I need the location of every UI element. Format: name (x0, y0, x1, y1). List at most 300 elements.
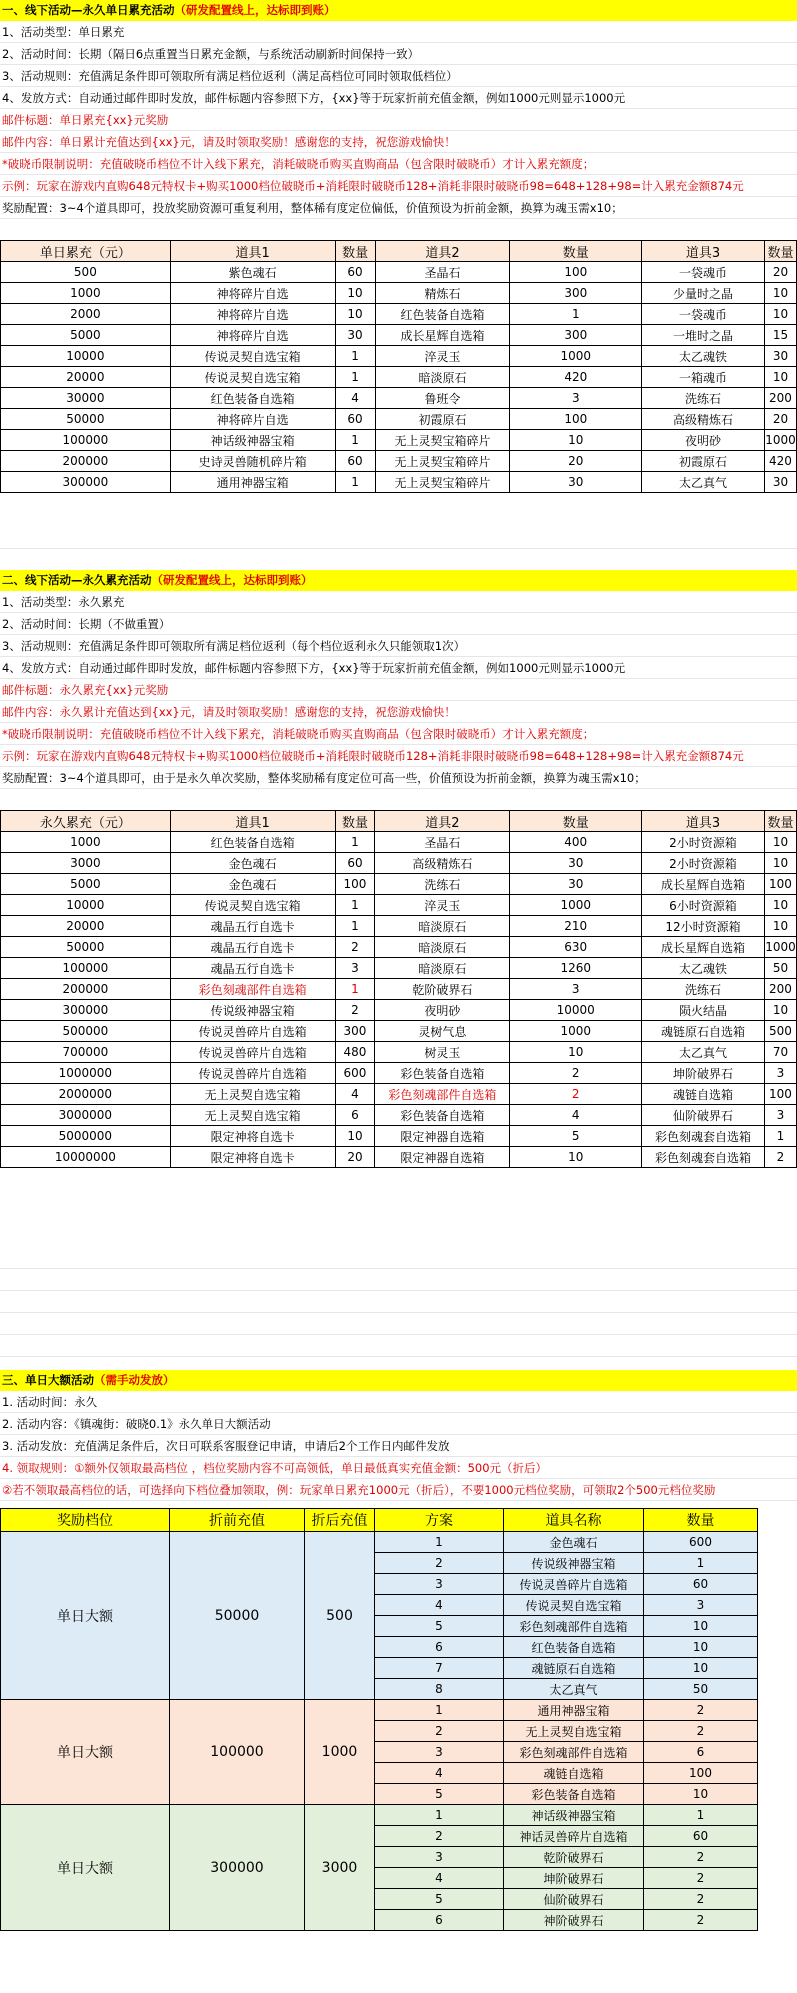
table-cell: 淬灵玉 (375, 346, 510, 367)
tier-cell: 单日大额 (1, 1700, 170, 1805)
empty-row (0, 550, 797, 571)
s1-info-line: 2、活动时间：长期（隔日6点重置当日累充金额，与系统活动刷新时间保持一致） (0, 44, 797, 65)
table-cell: 1000 (510, 895, 642, 916)
table-cell: 夜明砂 (642, 430, 765, 451)
table-cell: 限定神将自选卡 (170, 1126, 335, 1147)
table-cell: 30 (510, 853, 642, 874)
table-cell: 洗练石 (375, 874, 510, 895)
table-cell: 魂晶五行自选卡 (170, 958, 335, 979)
table-cell: 1 (644, 1805, 758, 1826)
s1-heading-note: （研发配置线上，达标即到账） (174, 3, 336, 17)
table-cell: 淬灵玉 (375, 895, 510, 916)
table-cell: 初霞原石 (375, 409, 510, 430)
table-row (1, 472, 797, 493)
table-cell: 50000 (1, 409, 171, 430)
post-charge-cell: 3000 (305, 1805, 375, 1931)
table-cell: 彩色刻魂部件自选箱 (504, 1742, 644, 1763)
table-cell: 1 (335, 472, 375, 493)
table-cell: 1000000 (1, 1063, 171, 1084)
table-cell: 神话灵兽碎片自选箱 (504, 1826, 644, 1847)
table-cell: 神话级神器宝箱 (170, 430, 335, 451)
s2-header-cell: 道具3 (642, 811, 765, 832)
table-cell: 2小时资源箱 (642, 832, 765, 853)
table-cell: 600 (335, 1063, 375, 1084)
table-cell: 传说灵契自选宝箱 (170, 895, 335, 916)
table-cell: 2 (764, 1147, 796, 1168)
table-cell: 100000 (1, 430, 171, 451)
tier-cell: 单日大额 (1, 1532, 170, 1700)
s2-info-line: 2、活动时间：长期（不做重置） (0, 614, 797, 635)
table-cell: 5000 (1, 325, 171, 346)
table-cell: 2000 (1, 304, 171, 325)
table-cell: 10 (644, 1784, 758, 1805)
table-cell: 鲁班令 (375, 388, 510, 409)
table-cell: 高级精炼石 (375, 853, 510, 874)
tier-cell: 单日大额 (1, 1805, 170, 1931)
table-cell: 3 (375, 1742, 504, 1763)
table-cell: 4 (335, 388, 375, 409)
table-cell: 6 (375, 1910, 504, 1931)
s2-info-line: 4、发放方式：自动通过邮件即时发放，邮件标题内容参照下方，{xx}等于玩家折前充值金额，例如1000元则显示1000元 (0, 658, 797, 679)
s3-heading-title: 三、单日大额活动 (2, 1373, 94, 1387)
table-cell: 2 (644, 1721, 758, 1742)
table-cell: 200000 (1, 979, 171, 1000)
table-cell: 紫色魂石 (170, 262, 335, 283)
table-cell: 魂晶五行自选卡 (170, 937, 335, 958)
table-cell: 无上灵契自选宝箱 (170, 1084, 335, 1105)
table-cell: 2 (510, 1084, 642, 1105)
s1-header-cell: 道具1 (170, 241, 335, 262)
s1-mail-title: 邮件标题：单日累充{xx}元奖励 (0, 110, 797, 131)
table-row (1, 1532, 758, 1553)
table-cell: 神将碎片自选 (170, 304, 335, 325)
table-cell: 3 (375, 1847, 504, 1868)
table-cell: 陨火结晶 (642, 1000, 765, 1021)
table-cell: 60 (335, 262, 375, 283)
table-cell: 2 (335, 1000, 375, 1021)
s2-header-cell: 数量 (764, 811, 796, 832)
s2-mail-title: 邮件标题：永久累充{xx}元奖励 (0, 680, 797, 701)
s3-header-cell: 奖励档位 (1, 1509, 170, 1532)
empty-row (0, 1314, 797, 1335)
table-cell: 暗淡原石 (375, 916, 510, 937)
empty-row (0, 1270, 797, 1291)
table-cell: 1260 (510, 958, 642, 979)
table-cell: 630 (510, 937, 642, 958)
table-cell: 1000 (510, 1021, 642, 1042)
table-cell: 500000 (1, 1021, 171, 1042)
table-cell: 10 (764, 832, 796, 853)
s3-info-line: 2. 活动内容：《镇魂街：破晓0.1》永久单日大额活动 (0, 1414, 797, 1435)
table-cell: 30 (335, 325, 375, 346)
s3-info-line: 3. 活动发放：充值满足条件后，次日可联系客服登记申请，申请后2个工作日内邮件发放 (0, 1436, 797, 1457)
table-cell: 太乙魂铁 (642, 958, 765, 979)
s1-config: 奖励配置：3~4个道具即可，投放奖励资源可重复利用，整体稀有度定位偏低，价值预设为折前金额，换算为魂玉需x10； (0, 198, 797, 219)
table-cell: 20000 (1, 367, 171, 388)
table-cell: 600 (644, 1532, 758, 1553)
table-cell: 480 (335, 1042, 375, 1063)
table-row (1, 1105, 797, 1126)
table-cell: 2000000 (1, 1084, 171, 1105)
table-cell: 420 (510, 367, 642, 388)
table-cell: 10 (644, 1637, 758, 1658)
table-cell: 2 (644, 1910, 758, 1931)
table-cell: 10 (510, 1147, 642, 1168)
pre-charge-cell: 300000 (170, 1805, 305, 1931)
s3-table-header (1, 1509, 758, 1532)
table-cell: 2小时资源箱 (642, 853, 765, 874)
table-cell: 5 (375, 1889, 504, 1910)
table-cell: 10 (764, 895, 796, 916)
table-cell: 传说级神器宝箱 (170, 1000, 335, 1021)
table-cell: 仙阶破界石 (642, 1105, 765, 1126)
table-cell: 传说灵契自选宝箱 (170, 346, 335, 367)
table-cell: 1000 (1, 832, 171, 853)
table-cell: 4 (375, 1763, 504, 1784)
table-row (1, 409, 797, 430)
table-row (1, 1021, 797, 1042)
table-cell: 10 (335, 1126, 375, 1147)
table-cell: 2 (335, 937, 375, 958)
table-cell: 10 (510, 1042, 642, 1063)
table-cell: 传说级神器宝箱 (504, 1553, 644, 1574)
s1-header-cell: 数量 (764, 241, 796, 262)
s2-info-line: 1、活动类型：永久累充 (0, 592, 797, 613)
table-cell: 10000000 (1, 1147, 171, 1168)
s1-header-cell: 数量 (335, 241, 375, 262)
table-cell: 60 (335, 853, 375, 874)
s1-table-header (1, 241, 797, 262)
table-row (1, 1042, 797, 1063)
table-cell: 高级精炼石 (642, 409, 765, 430)
table-cell: 6 (644, 1742, 758, 1763)
table-cell: 3 (510, 979, 642, 1000)
table-cell: 初霞原石 (642, 451, 765, 472)
s1-limit-note: *破晓币限制说明：充值破晓币档位不计入线下累充，消耗破晓币购买直购商品（包含限时破晓币）才计入累充额度； (0, 154, 797, 175)
table-cell: 魂链自选箱 (642, 1084, 765, 1105)
s1-heading (0, 0, 797, 21)
table-row (1, 937, 797, 958)
table-row (1, 874, 797, 895)
table-cell: 圣晶石 (375, 262, 510, 283)
s3-header-cell: 道具名称 (504, 1509, 644, 1532)
table-cell: 魂链原石自选箱 (504, 1658, 644, 1679)
s3-reward-table (0, 1508, 758, 1931)
table-cell: 400 (510, 832, 642, 853)
table-cell: 100 (510, 262, 642, 283)
table-cell: 30000 (1, 388, 171, 409)
table-cell: 传说灵契自选宝箱 (504, 1595, 644, 1616)
table-cell: 500 (764, 1021, 796, 1042)
table-cell: 5000 (1, 874, 171, 895)
table-cell: 4 (375, 1595, 504, 1616)
table-row (1, 958, 797, 979)
s2-header-cell: 永久累充（元） (1, 811, 171, 832)
table-cell: 成长星辉自选箱 (375, 325, 510, 346)
table-cell: 无上灵契宝箱碎片 (375, 451, 510, 472)
table-row (1, 1000, 797, 1021)
table-row (1, 1147, 797, 1168)
table-cell: 一堆时之晶 (642, 325, 765, 346)
post-charge-cell: 1000 (305, 1700, 375, 1805)
table-cell: 10000 (1, 895, 171, 916)
table-cell: 传说灵兽碎片自选箱 (170, 1021, 335, 1042)
s3-header-cell: 折前充值 (170, 1509, 305, 1532)
table-cell: 10 (510, 430, 642, 451)
table-cell: 神将碎片自选 (170, 409, 335, 430)
table-cell: 10 (335, 304, 375, 325)
table-cell: 210 (510, 916, 642, 937)
table-cell: 太乙真气 (504, 1679, 644, 1700)
table-cell: 30 (764, 472, 796, 493)
table-cell: 彩色装备自选箱 (504, 1784, 644, 1805)
s2-header-cell: 数量 (335, 811, 375, 832)
table-cell: 20 (510, 451, 642, 472)
table-cell: 700000 (1, 1042, 171, 1063)
table-cell: 史诗灵兽随机碎片箱 (170, 451, 335, 472)
table-cell: 6 (375, 1637, 504, 1658)
table-cell: 5 (510, 1126, 642, 1147)
table-cell: 10 (764, 283, 796, 304)
table-cell: 红色装备自选箱 (170, 388, 335, 409)
table-cell: 1 (335, 895, 375, 916)
table-cell: 60 (335, 451, 375, 472)
table-cell: 60 (335, 409, 375, 430)
table-cell: 太乙魂铁 (642, 346, 765, 367)
table-cell: 限定神器自选箱 (375, 1126, 510, 1147)
table-cell: 一袋魂币 (642, 304, 765, 325)
s2-header-cell: 道具1 (170, 811, 335, 832)
table-cell: 传说灵兽碎片自选箱 (504, 1574, 644, 1595)
table-row (1, 283, 797, 304)
empty-row (0, 1336, 797, 1357)
table-row (1, 325, 797, 346)
table-cell: 成长星辉自选箱 (642, 937, 765, 958)
table-cell: 神将碎片自选 (170, 283, 335, 304)
table-row (1, 430, 797, 451)
table-cell: 10000 (510, 1000, 642, 1021)
table-row (1, 304, 797, 325)
table-cell: 100000 (1, 958, 171, 979)
table-cell: 夜明砂 (375, 1000, 510, 1021)
table-cell: 暗淡原石 (375, 367, 510, 388)
table-row (1, 262, 797, 283)
empty-row (0, 1292, 797, 1313)
s3-heading (0, 1370, 797, 1391)
table-cell: 圣晶石 (375, 832, 510, 853)
table-cell: 魂晶五行自选卡 (170, 916, 335, 937)
table-cell: 仙阶破界石 (504, 1889, 644, 1910)
table-cell: 1000 (764, 430, 796, 451)
table-cell: 60 (644, 1826, 758, 1847)
table-row (1, 1805, 758, 1826)
s3-rule-line: 4. 领取规则：①额外仅领取最高档位 ，档位奖励内容不可高领低，单日最低真实充值金额：500元（折后） (0, 1458, 797, 1479)
table-row (1, 895, 797, 916)
table-cell: 2 (375, 1721, 504, 1742)
table-cell: 神话级神器宝箱 (504, 1805, 644, 1826)
table-cell: 7 (375, 1658, 504, 1679)
table-cell: 20000 (1, 916, 171, 937)
table-cell: 灵树气息 (375, 1021, 510, 1042)
table-cell: 暗淡原石 (375, 937, 510, 958)
s3-header-cell: 折后充值 (305, 1509, 375, 1532)
s1-header-cell: 数量 (510, 241, 642, 262)
table-cell: 20 (764, 409, 796, 430)
s2-heading-title: 二、线下活动—永久累充活动 (2, 573, 152, 587)
table-cell: 2 (375, 1826, 504, 1847)
s1-info-line: 3、活动规则：充值满足条件即可领取所有满足档位返利（满足高档位可同时领取低档位） (0, 66, 797, 87)
table-cell: 洗练石 (642, 388, 765, 409)
table-row (1, 1063, 797, 1084)
table-cell: 1 (335, 430, 375, 451)
table-cell: 10 (764, 853, 796, 874)
table-row (1, 346, 797, 367)
table-cell: 30 (510, 472, 642, 493)
table-row (1, 1126, 797, 1147)
s2-header-cell: 数量 (510, 811, 642, 832)
s2-mail-content: 邮件内容：永久累计充值达到{xx}元，请及时领取奖励！感谢您的支持，祝您游戏愉快！ (0, 702, 797, 723)
s1-header-cell: 单日累充（元） (1, 241, 171, 262)
empty-row (0, 1248, 797, 1269)
table-cell: 10 (764, 1000, 796, 1021)
table-cell: 50000 (1, 937, 171, 958)
s3-header-cell: 数量 (644, 1509, 758, 1532)
table-cell: 2 (375, 1553, 504, 1574)
table-cell: 彩色装备自选箱 (375, 1063, 510, 1084)
table-cell: 2 (644, 1847, 758, 1868)
pre-charge-cell: 50000 (170, 1532, 305, 1700)
table-cell: 30 (510, 874, 642, 895)
table-cell: 通用神器宝箱 (504, 1700, 644, 1721)
table-cell: 5 (375, 1616, 504, 1637)
table-cell: 1 (375, 1805, 504, 1826)
table-cell: 无上灵契宝箱碎片 (375, 472, 510, 493)
table-cell: 1 (335, 979, 375, 1000)
table-row (1, 832, 797, 853)
table-cell: 20 (764, 262, 796, 283)
table-cell: 12小时资源箱 (642, 916, 765, 937)
table-cell: 10 (764, 916, 796, 937)
table-cell: 传说灵兽碎片自选箱 (170, 1063, 335, 1084)
table-cell: 1 (335, 832, 375, 853)
table-row (1, 979, 797, 1000)
table-cell: 1 (335, 346, 375, 367)
table-cell: 暗淡原石 (375, 958, 510, 979)
table-cell: 彩色刻魂部件自选箱 (375, 1084, 510, 1105)
table-cell: 坤阶破界石 (642, 1063, 765, 1084)
table-cell: 成长星辉自选箱 (642, 874, 765, 895)
table-row (1, 388, 797, 409)
s2-config: 奖励配置：3~4个道具即可，由于是永久单次奖励，整体奖励稀有度定位可高一些，价值预设为折前金额，换算为魂玉需x10； (0, 768, 797, 789)
table-row (1, 1700, 758, 1721)
table-row (1, 451, 797, 472)
s1-mail-content: 邮件内容：单日累计充值达到{xx}元，请及时领取奖励！感谢您的支持，祝您游戏愉快！ (0, 132, 797, 153)
table-cell: 2 (510, 1063, 642, 1084)
table-cell: 10 (644, 1658, 758, 1679)
s2-heading-note: （研发配置线上，达标即到账） (151, 573, 313, 587)
table-cell: 100 (510, 409, 642, 430)
table-cell: 一箱魂币 (642, 367, 765, 388)
table-cell: 300000 (1, 1000, 171, 1021)
table-cell: 3 (375, 1574, 504, 1595)
table-cell: 15 (764, 325, 796, 346)
table-cell: 太乙真气 (642, 1042, 765, 1063)
pre-charge-cell: 100000 (170, 1700, 305, 1805)
table-cell: 少量时之晶 (642, 283, 765, 304)
table-cell: 乾阶破界石 (504, 1847, 644, 1868)
table-cell: 乾阶破界石 (375, 979, 510, 1000)
table-cell: 20 (335, 1147, 375, 1168)
table-cell: 限定神器自选箱 (375, 1147, 510, 1168)
s1-reward-table (0, 240, 797, 493)
table-cell: 3 (510, 388, 642, 409)
table-cell: 5 (375, 1784, 504, 1805)
table-cell: 无上灵契宝箱碎片 (375, 430, 510, 451)
s1-info-line: 1、活动类型：单日累充 (0, 22, 797, 43)
table-cell: 3 (644, 1595, 758, 1616)
s1-example: 示例：玩家在游戏内直购648元特权卡+购买1000档位破晓币+消耗限时破晓币128+消耗非限时破晓币98=648+128+98=计入累充金额874元 (0, 176, 797, 197)
table-cell: 彩色刻魂部件自选箱 (504, 1616, 644, 1637)
table-cell: 100 (644, 1763, 758, 1784)
table-cell: 200000 (1, 451, 171, 472)
s3-heading-note: （需手动发放） (94, 1373, 175, 1387)
s2-reward-table (0, 810, 797, 1168)
table-cell: 1 (510, 304, 642, 325)
table-cell: 3 (764, 1063, 796, 1084)
s2-table-header (1, 811, 797, 832)
table-cell: 无上灵契自选宝箱 (170, 1105, 335, 1126)
table-cell: 10 (764, 304, 796, 325)
table-cell: 300 (510, 325, 642, 346)
table-cell: 300 (510, 283, 642, 304)
table-cell: 无上灵契自选宝箱 (504, 1721, 644, 1742)
table-cell: 2 (644, 1889, 758, 1910)
table-cell: 10 (644, 1616, 758, 1637)
table-cell: 500 (1, 262, 171, 283)
table-cell: 50 (644, 1679, 758, 1700)
table-cell: 6 (335, 1105, 375, 1126)
s2-example: 示例：玩家在游戏内直购648元特权卡+购买1000档位破晓币+消耗限时破晓币128+消耗非限时破晓币98=648+128+98=计入累充金额874元 (0, 746, 797, 767)
table-cell: 2 (644, 1700, 758, 1721)
table-cell: 10000 (1, 346, 171, 367)
table-cell: 彩色刻魂套自选箱 (642, 1126, 765, 1147)
table-row (1, 1084, 797, 1105)
table-cell: 限定神将自选卡 (170, 1147, 335, 1168)
table-cell: 传说灵契自选宝箱 (170, 367, 335, 388)
table-cell: 洗练石 (642, 979, 765, 1000)
s2-info-line: 3、活动规则：充值满足条件即可领取所有满足档位返利（每个档位返利永久只能领取1次） (0, 636, 797, 657)
table-cell: 300 (335, 1021, 375, 1042)
s1-header-cell: 道具3 (642, 241, 765, 262)
table-cell: 红色装备自选箱 (375, 304, 510, 325)
table-cell: 300000 (1, 472, 171, 493)
table-cell: 8 (375, 1679, 504, 1700)
table-cell: 100 (335, 874, 375, 895)
table-cell: 60 (644, 1574, 758, 1595)
s2-heading (0, 570, 797, 591)
post-charge-cell: 500 (305, 1532, 375, 1700)
table-cell: 4 (335, 1084, 375, 1105)
table-cell: 树灵玉 (375, 1042, 510, 1063)
table-cell: 魂链原石自选箱 (642, 1021, 765, 1042)
s2-limit-note: *破晓币限制说明：充值破晓币档位不计入线下累充，消耗破晓币购买直购商品（包含限时破晓币）才计入累充额度； (0, 724, 797, 745)
table-cell: 彩色刻魂套自选箱 (642, 1147, 765, 1168)
table-row (1, 853, 797, 874)
table-cell: 3000000 (1, 1105, 171, 1126)
table-cell: 神将碎片自选 (170, 325, 335, 346)
table-cell: 金色魂石 (504, 1532, 644, 1553)
table-row (1, 367, 797, 388)
